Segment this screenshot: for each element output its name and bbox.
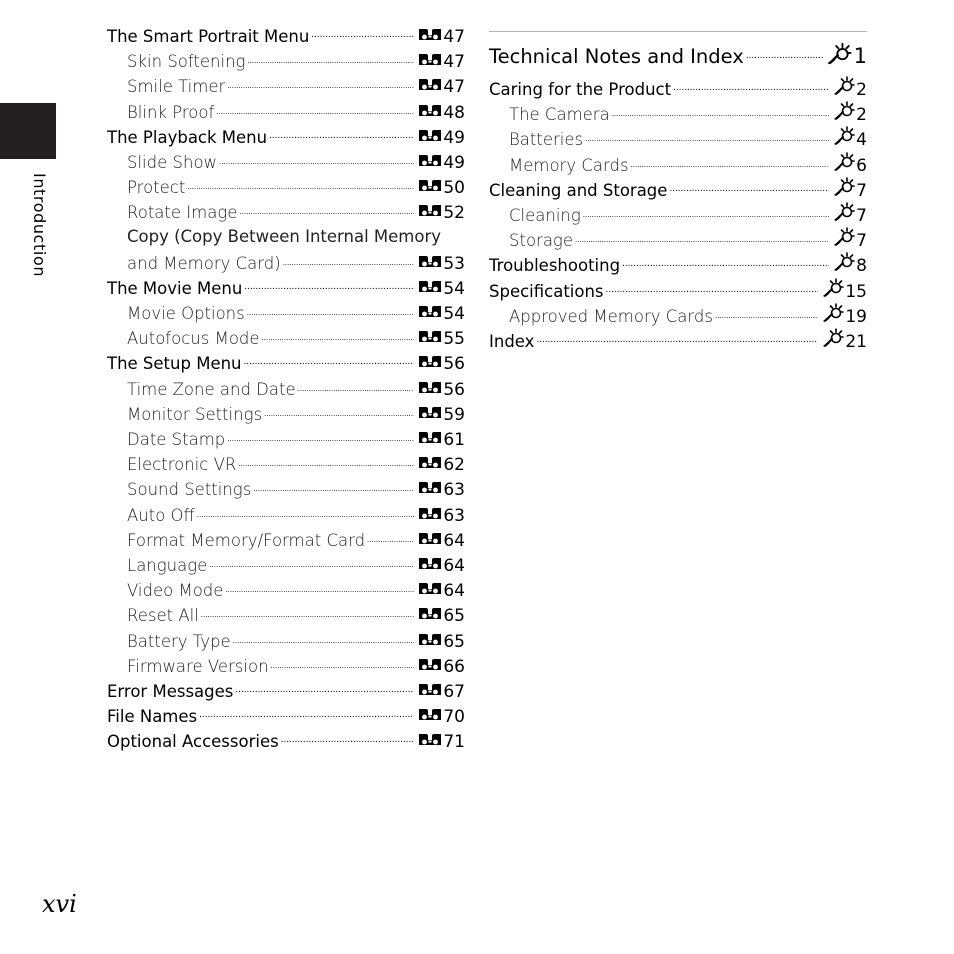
page-number-value: 6 — [856, 155, 867, 176]
toc-entry[interactable] — [107, 504, 465, 529]
toc-page-ref — [822, 303, 867, 327]
toc-page-ref — [418, 531, 465, 551]
toc-page-ref — [833, 101, 867, 125]
technical-notes-icon — [833, 152, 855, 171]
toc-entry[interactable] — [107, 604, 465, 629]
toc-entry-title: Rotate Image — [127, 203, 238, 223]
toc-entry-title: Error Messages — [107, 681, 234, 701]
toc-page-ref — [418, 354, 465, 374]
dot-leader — [631, 154, 830, 171]
technical-notes-icon — [822, 303, 844, 322]
reference-book-icon — [418, 455, 442, 470]
page-number-value: 61 — [443, 430, 465, 450]
page-number-value: 47 — [443, 77, 465, 98]
page-number-value: 54 — [443, 304, 465, 325]
toc-entry-title: File Names — [107, 707, 198, 727]
toc-entry-title: Cleaning and Storage — [489, 180, 668, 200]
toc-entry-title: Electronic VR — [127, 455, 237, 475]
technical-notes-icon — [833, 101, 855, 120]
toc-entry[interactable] — [107, 579, 465, 604]
page-number-value: 7 — [856, 180, 867, 201]
reference-book-icon — [418, 153, 442, 168]
toc-page-ref — [418, 380, 465, 400]
page-number-value: 2 — [856, 105, 867, 126]
dot-leader — [536, 330, 818, 347]
dot-leader — [585, 128, 829, 145]
toc-page-ref — [418, 480, 465, 500]
reference-book-icon — [418, 506, 442, 521]
page-number-value: 4 — [856, 130, 867, 151]
chapter-tab-block — [0, 103, 56, 159]
toc-page-ref — [418, 657, 465, 677]
toc-entry[interactable] — [489, 177, 867, 202]
toc-page-ref — [418, 506, 465, 526]
dot-leader — [271, 655, 415, 672]
toc-entry-title: and Memory Card) — [127, 253, 281, 273]
toc-entry[interactable] — [489, 328, 867, 353]
page-number-value: 15 — [845, 281, 867, 302]
page-number-value: 55 — [443, 329, 465, 350]
toc-entry[interactable] — [107, 327, 465, 352]
toc-entry[interactable] — [107, 101, 465, 126]
toc-entry[interactable] — [489, 252, 867, 277]
page-number-value: 8 — [856, 256, 867, 277]
reference-book-icon — [418, 103, 442, 118]
dot-leader — [673, 78, 829, 95]
page-number-value: 56 — [443, 379, 465, 400]
toc-entry[interactable] — [107, 378, 465, 403]
dot-leader — [244, 352, 415, 369]
toc-page-ref — [833, 152, 867, 176]
toc-entry-title: Video Mode — [127, 581, 224, 601]
dot-leader — [225, 579, 414, 596]
page-number-value: 70 — [443, 707, 465, 728]
page-number-value: 66 — [443, 656, 465, 677]
page-number-value: 7 — [856, 205, 867, 226]
dot-leader — [606, 280, 819, 297]
toc-page-ref — [418, 707, 465, 727]
technical-notes-icon — [833, 126, 855, 145]
toc-page-ref — [828, 44, 867, 68]
toc-page-ref — [418, 405, 465, 425]
page-number-value: 67 — [443, 681, 465, 702]
toc-page-ref — [418, 27, 465, 47]
toc-page-ref — [833, 76, 867, 100]
technical-notes-icon — [822, 278, 844, 297]
page-number-value: 49 — [443, 152, 465, 173]
dot-leader — [575, 229, 829, 246]
toc-page-ref — [833, 252, 867, 276]
toc-page-ref — [418, 128, 465, 148]
reference-book-icon — [418, 380, 442, 395]
toc-page-ref — [418, 455, 465, 475]
toc-entry[interactable] — [107, 529, 465, 554]
page-number-value: 65 — [443, 606, 465, 627]
reference-book-icon — [418, 732, 442, 747]
toc-entry[interactable] — [489, 126, 867, 151]
page-number-value: 1 — [853, 44, 867, 68]
technical-notes-icon — [833, 227, 855, 246]
page-number-value: 7 — [856, 231, 867, 252]
technical-notes-icon — [833, 76, 855, 95]
dot-leader — [367, 529, 414, 546]
toc-page-ref — [418, 203, 465, 223]
toc-entry[interactable] — [107, 75, 465, 100]
dot-leader — [669, 179, 829, 196]
toc-entry[interactable] — [107, 730, 465, 755]
toc-entry[interactable] — [107, 201, 465, 226]
page-number-value: 64 — [443, 555, 465, 576]
reference-book-icon — [418, 531, 442, 546]
toc-entry-title: Cleaning — [509, 205, 581, 225]
page-number-value: 48 — [443, 102, 465, 123]
dot-leader — [219, 151, 414, 168]
toc-left-column — [107, 25, 465, 755]
reference-book-icon — [418, 430, 442, 445]
toc-entry[interactable] — [107, 252, 465, 277]
chapter-tab-label: Introduction — [30, 173, 49, 278]
dot-leader — [269, 126, 414, 143]
page-number-value: 52 — [443, 203, 465, 224]
toc-entry-title: Format Memory/Format Card — [127, 530, 366, 550]
reference-book-icon — [418, 581, 442, 596]
dot-leader — [622, 254, 829, 271]
toc-entry[interactable] — [489, 101, 867, 126]
toc-entry-title: Troubleshooting — [489, 256, 621, 276]
toc-page-ref — [833, 126, 867, 150]
toc-entry[interactable] — [107, 277, 465, 302]
dot-leader — [262, 327, 415, 344]
dot-leader — [209, 554, 414, 571]
toc-entry[interactable] — [107, 126, 465, 151]
page-number-value: 62 — [443, 455, 465, 476]
toc-page-ref — [418, 178, 465, 198]
reference-book-icon — [418, 657, 442, 672]
toc-entry-title: Technical Notes and Index — [489, 45, 744, 68]
dot-leader — [247, 50, 414, 67]
page-number-value: 65 — [443, 631, 465, 652]
toc-page-ref — [833, 177, 867, 201]
toc-entry-title: The Setup Menu — [107, 354, 242, 374]
toc-page-ref — [833, 202, 867, 226]
dot-leader — [197, 504, 414, 521]
dot-leader — [216, 101, 414, 118]
toc-entry-title: Sound Settings — [127, 480, 252, 500]
toc-page-ref — [418, 77, 465, 97]
page-number-value: 50 — [443, 178, 465, 199]
dot-leader — [281, 730, 415, 747]
page-number-value: 2 — [856, 80, 867, 100]
reference-book-icon — [418, 707, 442, 722]
reference-book-icon — [418, 480, 442, 495]
page-number-value: 21 — [845, 331, 867, 352]
toc-page-ref — [822, 328, 867, 352]
toc-entry-title: Battery Type — [127, 631, 231, 651]
toc-entry[interactable] — [107, 655, 465, 680]
reference-book-icon — [418, 405, 442, 420]
toc-entry[interactable] — [489, 303, 867, 328]
toc-entry[interactable] — [107, 630, 465, 655]
toc-entry-title: Autofocus Mode — [127, 329, 260, 349]
dot-leader — [298, 378, 415, 395]
toc-page-ref — [822, 278, 867, 302]
reference-book-icon — [418, 254, 442, 269]
page-number-value: 63 — [443, 505, 465, 526]
toc-entry-title: Skin Softening — [127, 52, 246, 72]
toc-entry-title: The Camera — [509, 105, 610, 125]
toc-entry[interactable] — [107, 176, 465, 201]
toc-entry-title: Memory Cards — [509, 155, 629, 175]
toc-entry[interactable] — [107, 50, 465, 75]
page-number-value: 54 — [443, 278, 465, 299]
technical-notes-icon — [833, 202, 855, 221]
dot-leader — [283, 252, 415, 269]
toc-entry-title: Batteries — [509, 130, 584, 150]
reference-book-icon — [418, 304, 442, 319]
toc-entry[interactable] — [107, 680, 465, 705]
toc-entry[interactable] — [489, 76, 867, 101]
toc-page-ref — [418, 254, 465, 274]
toc-entry[interactable] — [107, 302, 465, 327]
toc-page-ref — [418, 103, 465, 123]
dot-leader — [201, 604, 415, 621]
dot-leader — [233, 630, 415, 647]
dot-leader — [239, 201, 414, 218]
toc-page-ref — [418, 682, 465, 702]
toc-entry[interactable] — [489, 278, 867, 303]
reference-book-icon — [418, 279, 442, 294]
toc-entry-title: The Smart Portrait Menu — [107, 27, 310, 46]
toc-page-ref — [418, 556, 465, 576]
toc-entry-title: Optional Accessories — [107, 732, 279, 752]
toc-page-ref — [418, 606, 465, 626]
toc-page-ref — [418, 632, 465, 652]
page-number-value: 53 — [443, 253, 465, 274]
toc-entry-title: Monitor Settings — [127, 404, 263, 424]
toc-page-ref — [833, 227, 867, 251]
dot-leader — [244, 277, 414, 294]
toc-entry-title: Movie Options — [127, 304, 245, 324]
toc-entry[interactable] — [107, 428, 465, 453]
reference-book-icon — [418, 606, 442, 621]
toc-entry-title: Approved Memory Cards — [509, 306, 713, 326]
dot-leader — [264, 403, 414, 420]
toc-right-column — [489, 31, 867, 353]
toc-entry-title: Language — [127, 555, 208, 575]
page-number-value: 63 — [443, 480, 465, 501]
toc-entry[interactable] — [107, 554, 465, 579]
toc-entry-title: The Movie Menu — [107, 278, 243, 298]
technical-notes-icon — [833, 177, 855, 196]
toc-entry-title: Storage — [509, 231, 573, 251]
toc-entry[interactable] — [107, 151, 465, 176]
dot-leader — [187, 176, 414, 193]
dot-leader — [311, 25, 414, 42]
dot-leader — [715, 305, 818, 322]
reference-book-icon — [418, 128, 442, 143]
page-number-value: 71 — [443, 732, 465, 753]
toc-page-ref — [418, 279, 465, 299]
dot-leader — [253, 478, 414, 495]
reference-book-icon — [418, 203, 442, 218]
reference-book-icon — [418, 52, 442, 67]
toc-entry[interactable] — [107, 705, 465, 730]
toc-page-ref — [418, 153, 465, 173]
toc-entry[interactable] — [107, 478, 465, 503]
reference-book-icon — [418, 632, 442, 647]
toc-page-ref — [418, 581, 465, 601]
dot-leader — [227, 428, 414, 445]
toc-page-ref — [418, 52, 465, 72]
page-number-value: 64 — [443, 581, 465, 602]
dot-leader — [238, 453, 414, 470]
toc-page-ref — [418, 329, 465, 349]
toc-entry-title: The Playback Menu — [107, 127, 268, 147]
toc-entry-title: Blink Proof — [127, 102, 215, 122]
toc-entry[interactable] — [489, 202, 867, 227]
dot-leader — [199, 705, 414, 722]
toc-page-ref — [418, 304, 465, 324]
toc-entry-title: Specifications — [489, 281, 604, 301]
reference-book-icon — [418, 354, 442, 369]
toc-page-ref — [418, 732, 465, 752]
page-number: xvi — [42, 890, 77, 918]
page-number-value: 56 — [443, 354, 465, 375]
reference-book-icon — [418, 27, 442, 42]
page-number-value: 64 — [443, 530, 465, 551]
toc-entry-title: Reset All — [127, 606, 199, 626]
toc-entry[interactable] — [107, 403, 465, 428]
toc-entry-title: Auto Off — [127, 505, 195, 525]
toc-entry[interactable] — [489, 152, 867, 177]
toc-entry-title-line: Copy (Copy Between Internal Memory — [127, 226, 442, 246]
page-number-value: 49 — [443, 127, 465, 148]
toc-entry-title: Slide Show — [127, 152, 218, 172]
reference-book-icon — [418, 682, 442, 697]
page-number-value: 19 — [845, 306, 867, 327]
toc-entry-title: Protect — [127, 178, 186, 198]
dot-leader — [612, 103, 829, 120]
toc-entry-title: Index — [489, 331, 535, 351]
dot-leader — [746, 42, 824, 63]
toc-entry[interactable] — [107, 352, 465, 377]
toc-entry-title: Firmware Version — [127, 656, 269, 676]
toc-entry[interactable] — [107, 453, 465, 478]
reference-book-icon — [418, 178, 442, 193]
toc-entry-title: Smile Timer — [127, 77, 226, 97]
dot-leader — [227, 75, 414, 92]
toc-entry[interactable] — [107, 25, 465, 50]
technical-notes-icon — [833, 252, 855, 271]
toc-entry[interactable] — [489, 42, 867, 76]
reference-book-icon — [418, 77, 442, 92]
toc-entry-title: Date Stamp — [127, 430, 226, 449]
dot-leader — [247, 302, 415, 319]
dot-leader — [583, 204, 829, 221]
reference-book-icon — [418, 556, 442, 571]
page-number-value: 59 — [443, 404, 465, 425]
page-number-value: 47 — [443, 27, 465, 47]
toc-entry-title: Caring for the Product — [489, 80, 672, 99]
toc-entry-title: Time Zone and Date — [127, 379, 296, 399]
page-number-value: 47 — [443, 52, 465, 73]
toc-entry[interactable] — [489, 227, 867, 252]
technical-notes-icon — [826, 43, 851, 65]
technical-notes-icon — [822, 328, 844, 347]
dot-leader — [235, 680, 414, 697]
toc-page-ref — [418, 430, 465, 450]
reference-book-icon — [418, 329, 442, 344]
